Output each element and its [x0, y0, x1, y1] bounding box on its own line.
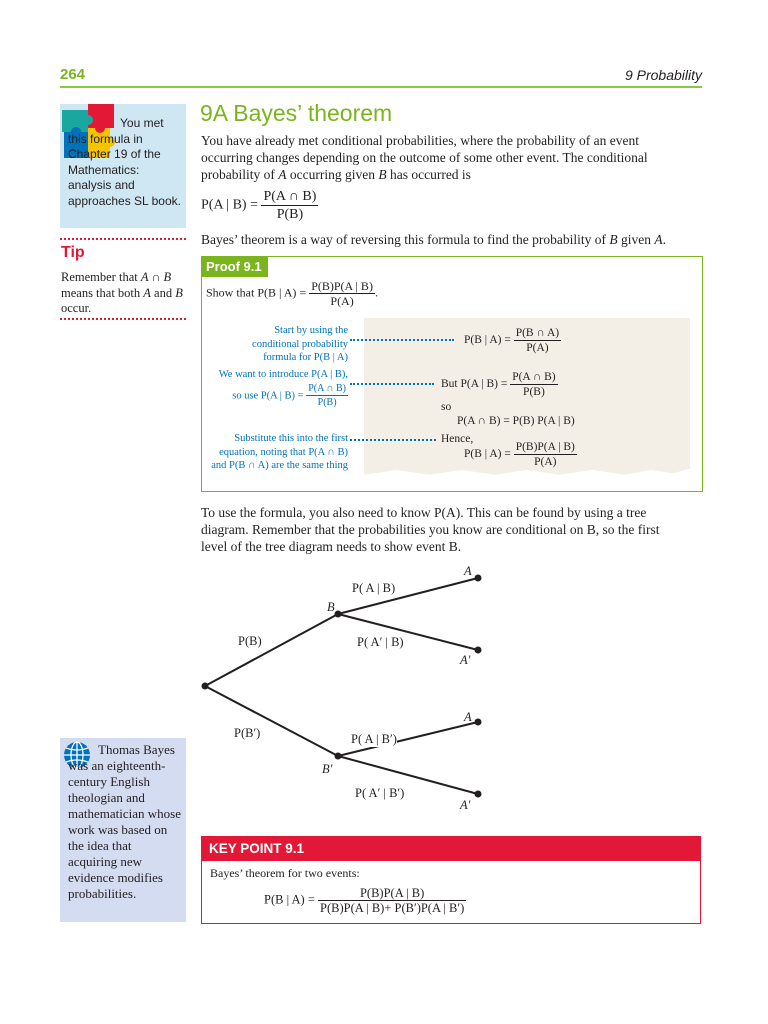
label-B: B: [327, 600, 335, 614]
intro-line-2: occurring changes depending on the outcome of some other event. The conditional: [201, 150, 648, 165]
tree-intro-line-1: To use the formula, you also need to know P(A). This can be found by using a tree: [201, 505, 647, 520]
label-A1: A: [464, 564, 472, 578]
tree-node-B: [335, 611, 342, 618]
step4-den: P(A): [534, 456, 557, 468]
step1-num: P(B ∩ A): [515, 327, 560, 339]
key-formula-num: P(B)P(A | B): [318, 886, 466, 901]
key-formula-lhs: P(B | A) =: [264, 892, 315, 907]
step1-den: P(A): [526, 342, 549, 354]
label-Ac1: A′: [460, 653, 471, 667]
label-pAc-given-B: P( A′ | B): [357, 635, 404, 649]
label-Bc: B′: [322, 762, 333, 776]
tree-root-node: [202, 683, 209, 690]
tip-title: Tip: [61, 244, 85, 261]
reverse-var: A: [654, 232, 663, 247]
reverse-text: Bayes’ theorem is a way of reversing this formula to find the probability of: [201, 232, 610, 247]
label-pA-given-B: P( A | B): [352, 581, 396, 595]
intro-line-1: You have already met conditional probabilities, where the probability of an event: [201, 133, 640, 148]
key-point-text: Bayes’ theorem for two events:: [210, 866, 360, 880]
proof-note-1: Start by using the conditional probability formula for P(B | A): [252, 325, 348, 363]
key-formula-den: P(B)P(A | B)+ P(B′)P(A | B′): [320, 901, 465, 915]
formula-lhs: P(A | B) =: [201, 197, 258, 213]
tip-text-part: occur.: [61, 301, 92, 315]
intro-text: has occurred is: [386, 167, 471, 182]
proof-statement-den: P(A): [330, 294, 354, 308]
intro-var: B: [378, 167, 387, 182]
tree-intro-line-3: level of the tree diagram needs to show event B.: [201, 539, 462, 554]
step4-lhs: P(B | A) =: [464, 448, 511, 461]
tree-leaf-Ac1: [475, 647, 482, 654]
step1-lhs: P(B | A) =: [464, 334, 511, 347]
proof-statement-lhs: Show that P(B | A) =: [206, 285, 307, 300]
intro-var: A: [278, 167, 287, 182]
reverse-var: B: [609, 232, 618, 247]
label-pAc-given-Bc: P( A′ | B′): [355, 786, 405, 800]
tree-node-Bc: [335, 753, 342, 760]
intro-text: occurring given: [286, 167, 379, 182]
tip-expr: A ∩ B: [140, 270, 172, 284]
proof-note-2b-text: so use P(A | B) =: [232, 389, 304, 401]
intro-text: probability of: [201, 167, 279, 182]
key-formula-fraction: [318, 886, 466, 915]
tree-intro-line-2: diagram. Remember that the probabilities you know are conditional on B, so the first: [201, 522, 660, 537]
proof-statement-num: P(B)P(A | B): [311, 279, 373, 293]
bio-text: Thomas Bayes was an eighteenth-century English theologian and mathematician whose work was based on the idea that acquiring new evidence modifies probabilities.: [68, 742, 181, 901]
tip-text-part: and: [150, 285, 176, 300]
info-note: You met this formula in Chapter 19 of the Mathematics: analysis and approaches SL book.: [68, 116, 181, 208]
label-Ac2: A′: [460, 798, 471, 812]
tip-text-part: means that both: [61, 285, 144, 300]
reverse-text: .: [662, 232, 667, 247]
section-title: 9A Bayes’ theorem: [200, 100, 393, 126]
proof-statement: Show that P(B | A) = $\frac{P(B)P(A | B)}{P(A)}$ .: [206, 279, 378, 308]
key-point-formula: [264, 886, 466, 915]
proof-note-3: Substitute this into the first equation, noting that P(A ∩ B) and P(B ∩ A) are the same thing: [211, 433, 348, 471]
proof-note-2-num: P(A ∩ B): [306, 382, 348, 397]
tip-var-a: A: [143, 285, 151, 300]
proof-step-3-eq: P(A ∩ B) = P(B) P(A | B): [457, 415, 575, 427]
tree-leaf-A1: [475, 575, 482, 582]
step2-num: P(A ∩ B): [512, 371, 556, 383]
label-pBc: P(B′): [234, 726, 261, 740]
page-number: 264: [60, 66, 86, 83]
branch-Bc: [205, 686, 338, 756]
step2-den: P(B): [523, 386, 545, 398]
tip-text-part: Remember that: [61, 270, 141, 284]
proof-step-4-hence: Hence,: [441, 433, 474, 445]
label-A2: A: [464, 710, 472, 724]
proof-label: Proof 9.1: [201, 256, 268, 277]
step4-num: P(B)P(A | B): [515, 441, 575, 453]
proof-step-3-so: so: [441, 401, 452, 413]
proof-note-2-den: P(B): [317, 397, 337, 408]
formula-denominator: P(B): [276, 207, 304, 222]
reverse-text: given: [617, 232, 655, 247]
chapter-title: 9 Probability: [624, 67, 702, 83]
tree-leaf-Ac2: [475, 791, 482, 798]
proof-note-2a: We want to introduce P(A | B),: [218, 369, 348, 380]
step2-lhs: But P(A | B) =: [441, 378, 508, 391]
formula-numerator: P(A ∩ B): [263, 189, 317, 204]
label-pB: P(B): [238, 634, 262, 648]
tip-var-b: B: [175, 285, 183, 300]
tree-leaf-A2: [475, 719, 482, 726]
label-pA-given-Bc: P( A | B′): [351, 732, 397, 746]
branch-B: [205, 614, 338, 686]
key-point-title: KEY POINT 9.1: [201, 836, 701, 861]
